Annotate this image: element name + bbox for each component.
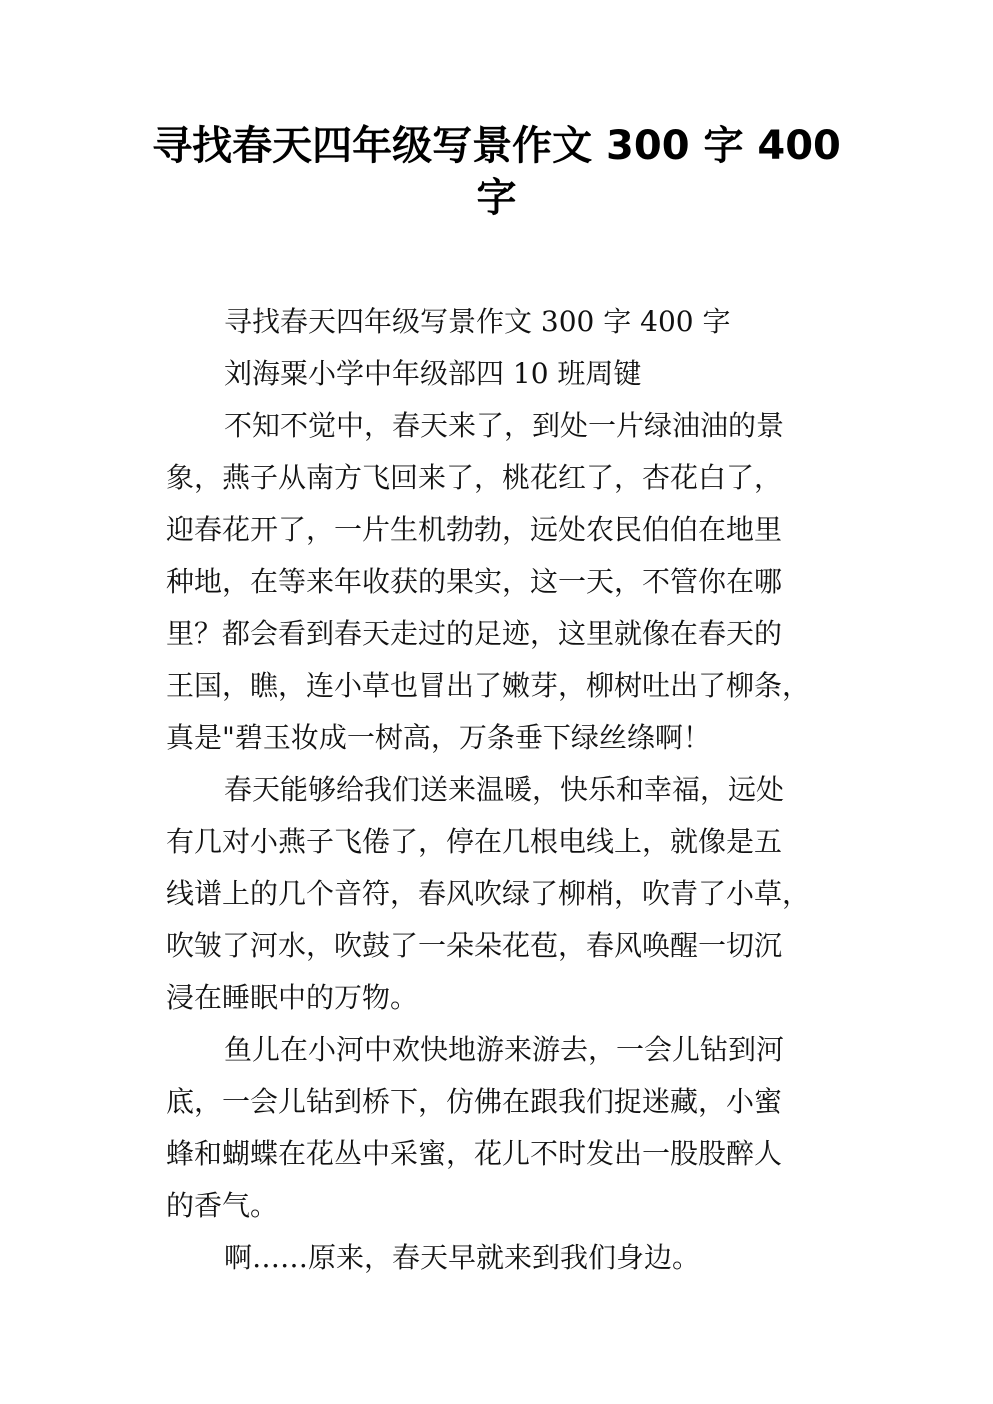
text-line: 啊……原来，春天早就来到我们身边。 xyxy=(224,1241,701,1274)
text-line: 种地，在等来年收获的果实，这一天，不管你在哪 xyxy=(166,565,783,598)
text-line: 象，燕子从南方飞回来了，桃花红了，杏花白了， xyxy=(166,461,783,494)
body-paragraph-3 xyxy=(166,1024,846,1232)
title-line-2: 字 xyxy=(476,175,517,221)
text-line: 里？都会看到春天走过的足迹，这里就像在春天的 xyxy=(166,617,783,650)
text-line: 有几对小燕子飞倦了，停在几根电线上，就像是五 xyxy=(166,825,783,858)
text-line: 鱼儿在小河中欢快地游来游去，一会儿钻到河 xyxy=(224,1033,785,1066)
body-paragraph-2 xyxy=(166,764,846,1024)
document-title xyxy=(150,120,843,224)
text-line: 的香气。 xyxy=(166,1189,279,1222)
text-line: 底，一会儿钻到桥下，仿佛在跟我们捉迷藏，小蜜 xyxy=(166,1085,783,1118)
text-line: 真是"碧玉妆成一树高，万条垂下绿丝绦啊！ xyxy=(166,721,711,754)
text-line: 线谱上的几个音符，春风吹绿了柳梢，吹青了小草， xyxy=(166,877,811,910)
body-paragraph-1 xyxy=(166,400,846,764)
subtitle-paragraph xyxy=(166,296,846,348)
text-line: 迎春花开了，一片生机勃勃，远处农民伯伯在地里 xyxy=(166,513,783,546)
text-line: 刘海粟小学中年级部四 10 班周键 xyxy=(224,357,642,390)
text-line: 浸在睡眠中的万物。 xyxy=(166,981,419,1014)
text-line: 不知不觉中，春天来了，到处一片绿油油的景 xyxy=(224,409,785,442)
text-line: 吹皱了河水，吹鼓了一朵朵花苞，春风唤醒一切沉 xyxy=(166,929,783,962)
text-line: 春天能够给我们送来温暖，快乐和幸福，远处 xyxy=(224,773,785,806)
text-line: 寻找春天四年级写景作文 300 字 400 字 xyxy=(224,305,731,338)
text-line: 王国，瞧，连小草也冒出了嫩芽，柳树吐出了柳条， xyxy=(166,669,811,702)
text-line: 蜂和蝴蝶在花丛中采蜜，花儿不时发出一股股醉人 xyxy=(166,1137,783,1170)
closing-paragraph xyxy=(166,1232,846,1284)
title-line-1: 寻找春天四年级写景作文 300 字 400 xyxy=(152,123,841,169)
author-paragraph xyxy=(166,348,846,400)
document-body xyxy=(166,296,846,1284)
